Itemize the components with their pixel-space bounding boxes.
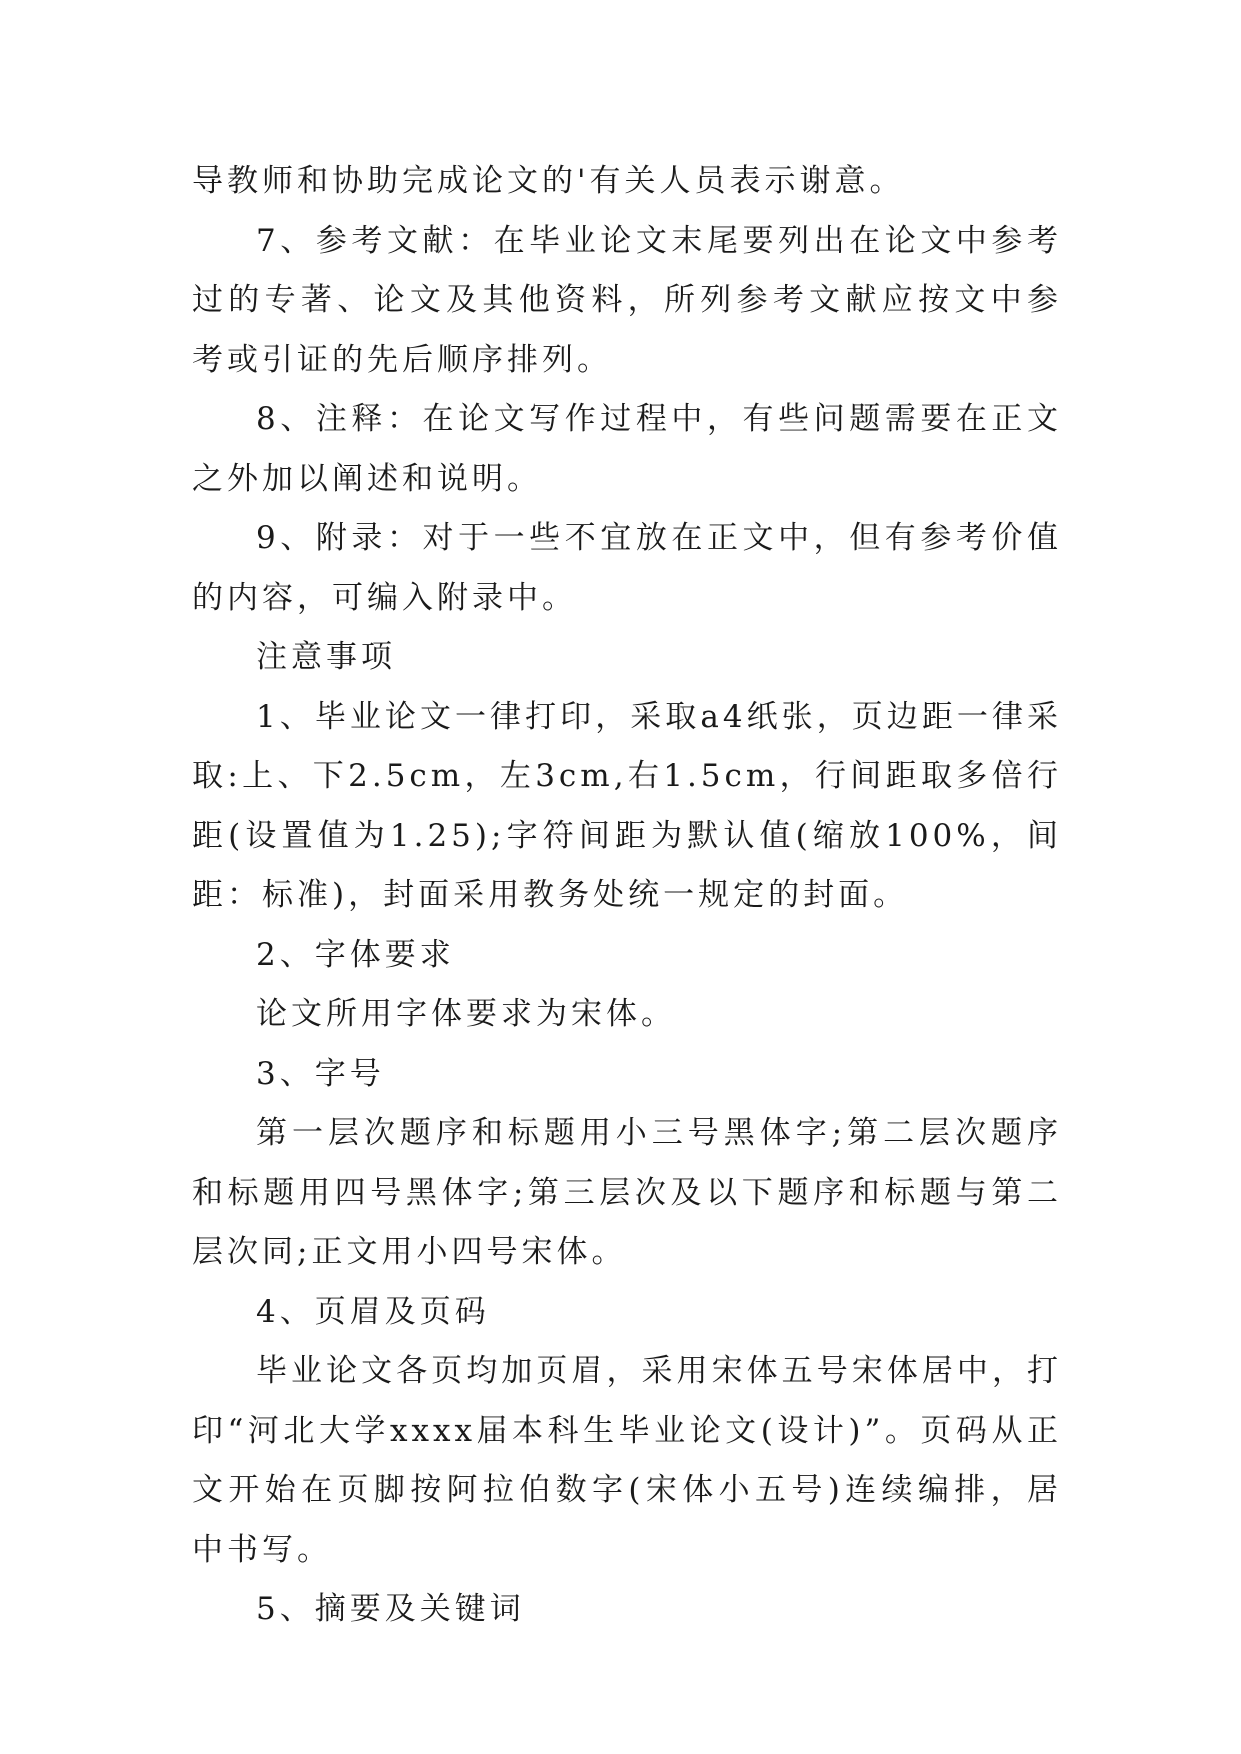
paragraph-acknowledgement-end: 导教师和协助完成论文的'有关人员表示谢意。	[192, 163, 905, 199]
paragraph-notes: 8、注释：在论文写作过程中，有些问题需要在正文之外加以阐述和说明。	[192, 401, 1062, 497]
section-heading-font: 2、字体要求	[256, 936, 455, 973]
paragraph-references: 7、参考文献：在毕业论文末尾要列出在论文中参考过的专著、论文及其他资料，所列参考文献应按文中参考或引证的先后顺序排列。	[192, 222, 1062, 378]
section-heading-font-size: 3、字号	[256, 1055, 385, 1092]
paragraph-header-footer-rule: 毕业论文各页均加页眉，采用宋体五号宋体居中，打印“河北大学xxxx届本科生毕业论文(设计)”。页码从正文开始在页脚按阿拉伯数字(宋体小五号)连续编排，居中书写。	[192, 1353, 1062, 1568]
paragraph-printing-rules: 1、毕业论文一律打印，采取a4纸张，页边距一律采取:上、下2.5cm，左3cm,右1.5cm，行间距取多倍行距(设置值为1.25);字符间距为默认值(缩放100%，间距：标准)，封面采用教务处统一规定的封面。	[192, 698, 1062, 913]
section-heading-abstract: 5、摘要及关键词	[256, 1591, 525, 1627]
section-heading-header-footer: 4、页眉及页码	[256, 1293, 490, 1330]
section-heading-notes: 注意事项	[256, 639, 396, 675]
paragraph-font-size-rule: 第一层次题序和标题用小三号黑体字;第二层次题序和标题用四号黑体字;第三层次及以下题序和标题与第二层次同;正文用小四号宋体。	[192, 1115, 1062, 1270]
paragraph-appendix: 9、附录：对于一些不宜放在正文中，但有参考价值的内容，可编入附录中。	[192, 520, 1062, 616]
document-body	[192, 152, 1062, 1640]
paragraph-font-rule: 论文所用字体要求为宋体。	[256, 996, 676, 1032]
